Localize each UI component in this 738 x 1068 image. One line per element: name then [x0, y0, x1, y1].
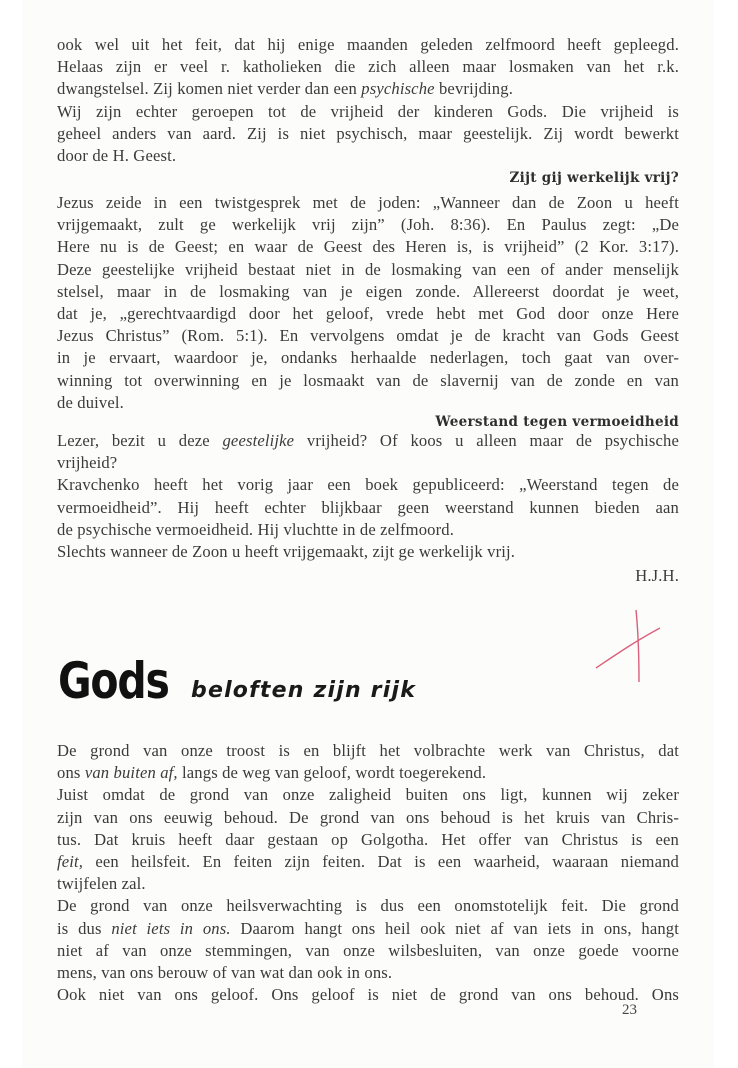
text-line: Deze geestelijke vrijheid bestaat niet in de losmaking van een of ander menselijk: [57, 259, 679, 279]
text-line: Here nu is de Geest; en waar de Geest des Heren is, is vrijheid” (2 Kor. 3:17).: [57, 237, 679, 257]
text-line: niet af van onze stemmingen, van onze wilsbesluiten, van onze goede voorne: [57, 940, 679, 960]
text-line: Ook niet van ons geloof. Ons geloof is niet de grond van ons behoud. Ons: [57, 985, 679, 1005]
text-line: vermoeidheid”. Hij heeft echter blijkbaar geen weerstand kunnen bieden aan: [57, 497, 679, 517]
article-title: [58, 652, 417, 710]
text-line: [57, 762, 679, 784]
emphasis-geestelijke: geestelijke: [222, 431, 295, 450]
emphasis-niet-iets-in-ons: niet iets in ons.: [111, 918, 231, 938]
text-line: [57, 918, 679, 940]
page-number: 23: [622, 1002, 637, 1018]
subheading-zijt-gij-werkelijk-vrij: Zijt gij werkelijk vrij?: [509, 170, 679, 186]
emphasis-feit: feit,: [57, 852, 84, 872]
title-subtitle: beloften zijn rijk: [191, 678, 417, 703]
text-line: Wij zijn echter geroepen tot de vrijheid der kinderen Gods. Die vrijheid is: [57, 101, 679, 121]
text-line: De grond van onze heilsverwachting is dus een onomstotelijk feit. Die grond: [57, 896, 679, 916]
section-beloften: [57, 740, 679, 1006]
title-gods: Gods: [58, 652, 169, 710]
text-line: winning tot overwinning en je losmaakt van de slavernij van de zonde en van: [57, 370, 679, 390]
text-line: [57, 78, 679, 100]
text-line: zijn van ons eeuwig behoud. De grond van ons behoud is het kruis van Chris-: [57, 807, 679, 827]
text-line: vrijgemaakt, zult ge werkelijk vrij zijn” (Joh. 8:36). En Paulus zegt: „De: [57, 215, 679, 235]
text-line: Jezus Christus” (Rom. 5:1). En vervolgens omdat je de kracht van Gods Geest: [57, 326, 679, 346]
pencil-cross-mark: [592, 606, 672, 690]
section-vrijheid: [57, 192, 679, 414]
text-fragment: dwangstelsel. Zij komen niet verder dan een: [57, 79, 357, 99]
text-line: [57, 851, 679, 873]
text-line: dat je, „gerechtvaardigd door het geloof, vrede hebt met God door onze Here: [57, 304, 679, 324]
text-line: Jezus zeide in een twistgesprek met de joden: „Wanneer dan de Zoon u heeft: [57, 193, 679, 212]
text-line: door de H. Geest.: [57, 146, 177, 166]
text-fragment: ons: [57, 763, 81, 783]
text-line: Helaas zijn er veel r. katholieken die zich alleen maar losmaken van het r.k.: [57, 57, 679, 77]
document-page: [22, 0, 714, 1068]
signature: H.J.H.: [635, 566, 679, 586]
text-line: stelsel, maar in de losmaking van je eigen zonde. Allereerst doordat je weet,: [57, 281, 679, 301]
section-weerstand: [57, 430, 679, 587]
text-fragment: Lezer, bezit u deze: [57, 431, 210, 450]
text-line: Slechts wanneer de Zoon u heeft vrijgemaakt, zijt ge werkelijk vrij.: [57, 542, 516, 562]
text-line: de duivel.: [57, 392, 124, 412]
text-fragment: bevrijding.: [438, 79, 513, 99]
text-line: De grond van onze troost is en blijft het volbrachte werk van Christus, dat: [57, 741, 679, 760]
text-line: twijfelen zal.: [57, 874, 146, 894]
text-fragment: langs de weg van geloof, wordt toegerekend.: [182, 763, 487, 783]
text-line: geheel anders van aard. Zij is niet psychisch, maar geestelijk. Zij wordt bewerkt: [57, 123, 679, 143]
text-fragment: Daarom hangt ons heil ook niet af van iets in ons, hangt: [240, 918, 679, 938]
text-line: mens, van ons berouw of van wat dan ook in ons.: [57, 963, 393, 983]
text-fragment: een heilsfeit. En feiten zijn feiten. Dat is een waarheid, waaraan niemand: [95, 852, 679, 872]
text-line: Juist omdat de grond van onze zaligheid buiten ons ligt, kunnen wij zeker: [57, 785, 679, 805]
text-fragment: vrijheid? Of koos u alleen maar de psychische: [306, 431, 680, 450]
text-line: in je ervaart, waardoor je, ondanks herhaalde nederlagen, toch gaat van over-: [57, 348, 679, 368]
text-line: Kravchenko heeft het vorig jaar een boek gepubliceerd: „Weerstand tegen de: [57, 475, 679, 495]
section-intro: [57, 34, 679, 167]
text-line: de psychische vermoeidheid. Hij vluchtte in de zelfmoord.: [57, 519, 455, 539]
emphasis-psychische: psychische: [361, 79, 435, 99]
subheading-weerstand-tegen-vermoeidheid: Weerstand tegen vermoeidheid: [435, 414, 679, 430]
text-line: vrijheid?: [57, 453, 118, 473]
text-fragment: is dus: [57, 918, 102, 938]
emphasis-van-buiten-af: van buiten af,: [84, 763, 178, 783]
text-line: tus. Dat kruis heeft daar gestaan op Golgotha. Het offer van Christus is een: [57, 829, 679, 849]
text-line: [57, 430, 679, 452]
text-line: ook wel uit het feit, dat hij enige maanden geleden zelfmoord heeft gepleegd.: [57, 35, 679, 54]
